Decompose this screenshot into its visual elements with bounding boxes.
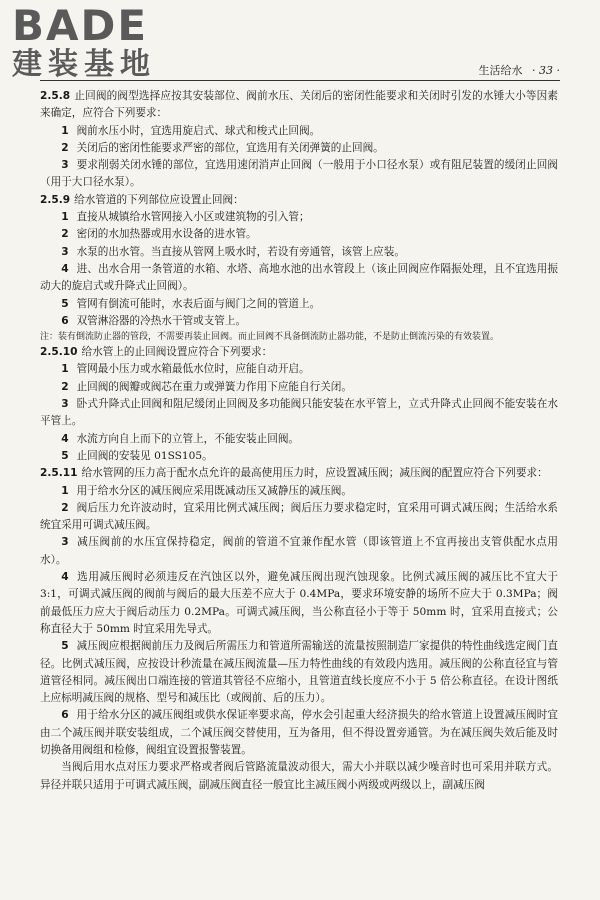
list-item [40,140,558,157]
body-paragraph: 当阀后用水点对压力要求严格或者阀后管路流量波动很大，需大小并联以减少噪音时也可采用并联方式。异径并联只适用于可调式减压阀，副减压阀直径一般宜比主减压阀小两级或两级以上，副减压阀 [40,761,558,791]
clause-paragraph [40,88,558,123]
item-text: 减压阀前的水压宜保持稳定，阀前的管道不宜兼作配水管（即该管道上不宜再接出支管供配水点用水）。 [40,536,558,566]
clause-text: 给水管道的下列部位应设置止回阀： [74,193,244,206]
section-title: 生活给水 [478,64,523,77]
item-text: 水泵的出水管。当直接从管网上吸水时，若设有旁通管，该管上应装。 [76,245,405,258]
list-item [40,638,558,707]
item-number: 3 [61,245,69,258]
item-text: 关闭后的密闭性能要求严密的部位，宜选用有关闭弹簧的止回阀。 [76,141,384,154]
list-item [40,313,558,330]
list-item [40,157,558,192]
item-number: 2 [61,501,69,514]
running-header [479,62,560,78]
item-number: 4 [61,432,69,445]
item-text: 管网最小压力或水箱最低水位时，应能自动开启。 [76,363,310,376]
item-number: 4 [61,571,69,584]
item-number: 5 [61,449,69,462]
clause-text: 止回阀的阀型选择应按其安装部位、阀前水压、关闭后的密闭性能要求和关闭时引发的水锤大小等因素来确定，应符合下列要求： [40,90,558,120]
item-text: 密闭的水加热器或用水设备的进水管。 [76,228,257,241]
list-item [40,448,558,465]
list-item [40,569,558,638]
item-text: 卧式升降式止回阀和阻尼缓闭止回阀及多功能阀只能安装在水平管上，立式升降式止回阀不能安装在水平管上。 [40,398,558,428]
item-number: 1 [61,211,69,224]
document-body [40,88,558,794]
item-number: 5 [61,640,69,653]
item-number: 3 [61,159,69,172]
item-number: 4 [61,262,69,275]
list-item [40,123,558,140]
item-text: 直接从城镇给水管网接入小区或建筑物的引入管； [76,211,310,224]
clause-paragraph [40,192,558,209]
item-number: 2 [61,141,69,154]
list-item [40,226,558,243]
item-number: 2 [61,380,69,393]
clause-paragraph [40,344,558,361]
list-item [40,534,558,569]
item-text: 选用减压阀时必须违反在汽蚀区以外，避免减压阀出现汽蚀现象。比例式减压阀的减压比不宜大于 3:1，可调式减压阀的阀前与阀后的最大压差不应大于 0.4MPa，要求环境安静的场所不应大于 0.3MPa；阀前最低压力应大于阀后动压力 0.2MPa。可调式减压阀，当公称直径小于等于 50mm 时，宜采用直接式；公称直径大于 50mm 时宜采用先导式。 [40,571,558,635]
list-item [40,209,558,226]
item-text: 双管淋浴器的冷热水干管或支管上。 [76,314,247,327]
clause-text: 给水管网的压力高于配水点允许的最高使用压力时，应设置减压阀；减压阀的配置应符合下列要求： [81,467,548,480]
item-number: 1 [61,124,69,137]
item-text: 用于给水分区的减压阀应采用既减动压又减静压的减压阀。 [76,484,352,497]
logo-subtitle: 建装基地 [12,47,156,82]
item-text: 止回阀的阀瓣或阀芯在重力或弹簧力作用下应能自行关闭。 [76,380,352,393]
item-text: 水流方向自上而下的立管上，不能安装止回阀。 [76,432,300,445]
page-number: · 33 · [532,64,560,77]
item-number: 6 [61,709,69,722]
item-text: 止回阀的安装见 01SS105。 [76,449,213,462]
clause-number: 2.5.10 [40,346,78,359]
list-item [40,396,558,431]
clause-number: 2.5.8 [40,90,71,102]
item-text: 要求削弱关闭水锤的部位，宜选用速闭消声止回阀（一般用于小口径水泵）或有阻尼装置的缓闭止回阀（用于大口径水泵）。 [40,159,558,189]
item-number: 6 [61,314,69,327]
item-text: 进、出水合用一条管道的水箱、水塔、高地水池的出水管段上（该止回阀应作隔振处理，且不宜选用振动大的旋启式或升降式止回阀）。 [40,262,558,293]
item-number: 1 [61,484,69,497]
list-item [40,431,558,448]
clause-number: 2.5.9 [40,193,71,206]
item-text: 阀前水压小时，宜选用旋启式、球式和梭式止回阀。 [76,124,321,137]
item-number: 3 [61,398,69,411]
list-item [40,361,558,378]
clause-text: 给水管上的止回阀设置应符合下列要求： [81,346,273,359]
header-divider [40,80,560,81]
list-item [40,379,558,396]
list-item [40,261,558,296]
clause-paragraph [40,465,558,482]
item-number: 3 [61,536,69,549]
item-text: 阀后压力允许波动时，宜采用比例式减压阀；阀后压力要求稳定时，宜采用可调式减压阀；生活给水系统宜采用可调式减压阀。 [40,501,558,532]
publisher-logo [12,1,182,84]
list-item [40,707,558,759]
item-number: 2 [61,228,69,241]
item-text: 管网有倒流可能时，水表后面与阀门之间的管道上。 [76,297,321,310]
list-item [40,483,558,500]
clause-number: 2.5.11 [40,467,78,480]
list-item [40,500,558,535]
list-item [40,296,558,313]
list-item [40,244,558,261]
item-text: 用于给水分区的减压阀组或供水保证率要求高，停水会引起重大经济损失的给水管道上设置减压阀时宜由二个减压阀并联安装组成，二个减压阀交替使用，互为备用，但不得设置旁通管。为在减压阀失效后能及时切换备用阀组和检修，阀组宜设置报警装置。 [40,709,558,756]
item-number: 1 [61,363,69,376]
item-text: 减压阀应根据阀前压力及阀后所需压力和管道所需输送的流量按照制造厂家提供的特性曲线选定阀门直径。比例式减压阀，应按设计秒流量在减压阀流量—压力特性曲线的有效段内选用。减压阀的公称直径宜与管道管径相同。减压阀出口端连接的管道其管径不应缩小，且管道直线长度应不小于 5 倍公称直径。在设计图纸上应标明减压阀的规格、型号和减压比（或阀前、后的压力）。 [40,640,558,705]
item-number: 5 [61,297,69,310]
note-text: 注：装有倒流防止器的管段，不需要再装止回阀。而止回阀不具备倒流防止器功能，不是防止倒流污染的有效装置。 [40,332,500,343]
logo-wordmark: BADE [12,1,149,50]
